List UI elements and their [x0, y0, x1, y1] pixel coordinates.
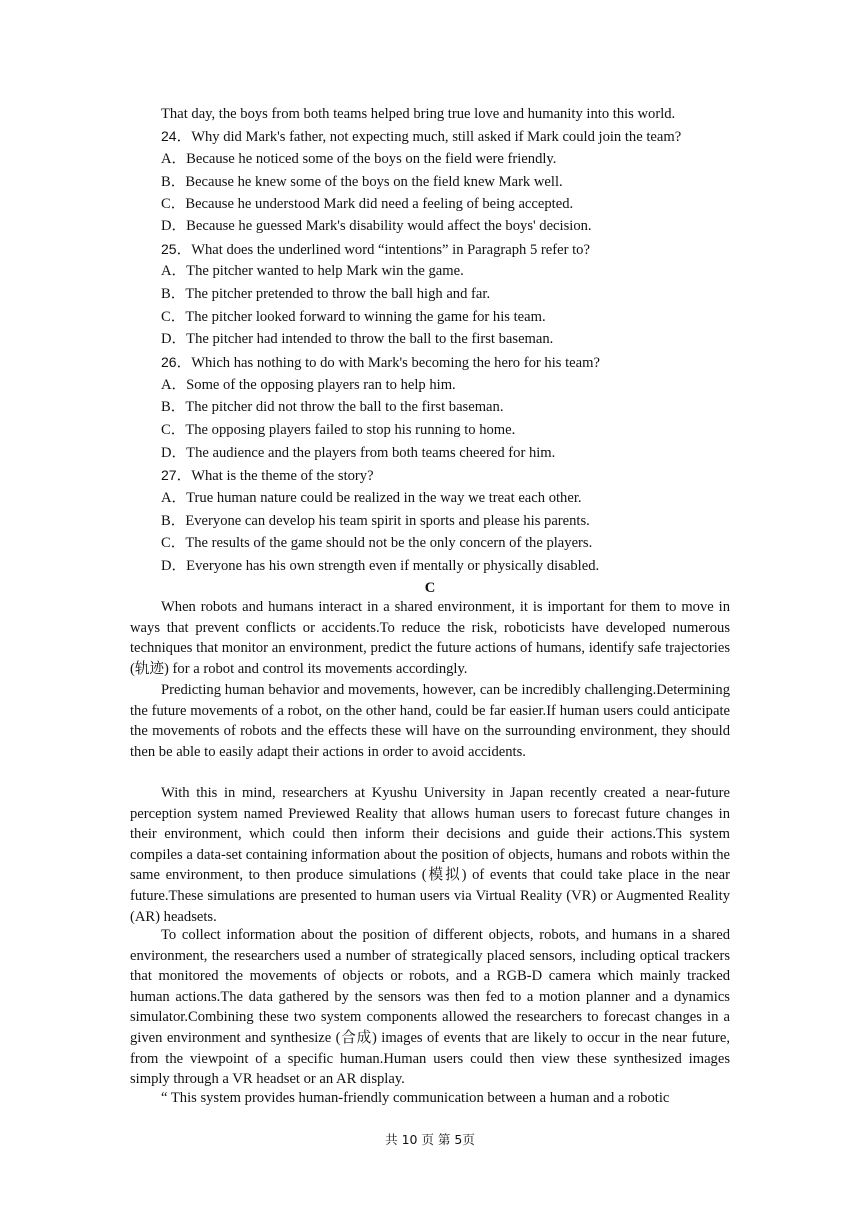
question-text: What is the theme of the story?: [191, 468, 374, 484]
passage-paragraph-2: [130, 680, 730, 762]
option-letter: D: [161, 331, 172, 347]
option-text: The pitcher wanted to help Mark win the game.: [186, 263, 464, 279]
option-text: The opposing players failed to stop his running to home.: [185, 422, 516, 438]
question-number: 26: [161, 354, 177, 370]
question-text: Why did Mark's father, not expecting much, still asked if Mark could join the team?: [191, 129, 682, 145]
option-24-d: D．Because he guessed Mark's disability would affect the boys' decision.: [161, 218, 592, 234]
option-letter: A: [161, 263, 172, 279]
option-letter: B: [161, 286, 171, 302]
option-text: Because he knew some of the boys on the field knew Mark well.: [185, 174, 563, 190]
option-27-a: A．True human nature could be realized in the way we treat each other.: [161, 490, 582, 506]
option-text: The pitcher looked forward to winning the game for his team.: [185, 309, 546, 325]
option-27-d: D．Everyone has his own strength even if mentally or physically disabled.: [161, 558, 600, 574]
option-25-d: D．The pitcher had intended to throw the ball to the first baseman.: [161, 331, 554, 347]
option-letter: D: [161, 218, 172, 234]
question-number: 27: [161, 467, 177, 483]
option-text: True human nature could be realized in the way we treat each other.: [186, 490, 582, 506]
option-text: Because he understood Mark did need a feeling of being accepted.: [185, 196, 574, 212]
option-27-c: C．The results of the game should not be the only concern of the players.: [161, 535, 593, 551]
paragraph-text: Predicting human behavior and movements, however, can be incredibly challenging.Determining the future movements of a robot, on the other hand, could be far easier.If human users could anticipate the movements of robots and the effects these will have on the surrounding environment, they should then be able to easily adapt their actions in order to avoid accidents.: [130, 682, 730, 760]
option-text: The pitcher did not throw the ball to the first baseman.: [185, 399, 504, 415]
question-25-stem: 25．What does the underlined word “intentions” in Paragraph 5 refer to?: [161, 241, 590, 258]
option-letter: A: [161, 490, 172, 506]
passage-paragraph-1: [130, 597, 730, 679]
option-25-b: B．The pitcher pretended to throw the ball high and far.: [161, 286, 491, 302]
option-26-d: D．The audience and the players from both teams cheered for him.: [161, 445, 556, 461]
paragraph-text: When robots and humans interact in a shared environment, it is important for them to move in ways that prevent conflicts or accidents.To reduce the risk, roboticists have developed numerous techniques that monitor an environment, predict the future actions of humans, identify safe trajectories (轨迹) for a robot and control its movements accordingly.: [130, 599, 730, 677]
passage-paragraph-5: [130, 1088, 730, 1109]
option-text: Some of the opposing players ran to help him.: [186, 377, 456, 393]
option-letter: C: [161, 422, 171, 438]
paragraph-text: With this in mind, researchers at Kyushu University in Japan recently created a near-future perception system named Previewed Reality that allows human users to forecast future changes in their environment, which could then inform their decisions and guide their actions.This system compiles a data-set containing information about the position of objects, humans and robots within the same environment, to then produce simulations (模拟) of events that could take place in the near future.These simulations are presented to human users via Virtual Reality (VR) or Augmented Reality (AR) headsets.: [130, 785, 730, 925]
page-footer: 共 10 页 第 5页: [385, 1132, 475, 1147]
question-text: Which has nothing to do with Mark's becoming the hero for his team?: [191, 355, 600, 371]
option-letter: B: [161, 174, 171, 190]
option-text: Everyone can develop his team spirit in sports and please his parents.: [185, 513, 590, 529]
option-text: The pitcher pretended to throw the ball high and far.: [185, 286, 491, 302]
question-24-stem: 24．Why did Mark's father, not expecting much, still asked if Mark could join the team?: [161, 128, 682, 145]
option-letter: A: [161, 151, 172, 167]
option-26-c: C．The opposing players failed to stop his running to home.: [161, 422, 516, 438]
passage-paragraph-3: [130, 783, 730, 927]
paragraph-text: To collect information about the position of different objects, robots, and humans in a shared environment, the researchers used a number of strategically placed sensors, including optical trackers that monitored the movements of objects or robots, and a RGB-D camera which mainly tracked human actions.The data gathered by the sensors was then fed to a motion planner and a dynamics simulator.Combining these two system components allowed the researchers to forecast changes in a given environment and synthesize (合成) images of events that are likely to occur in the near future, from the viewpoint of a specific human.Human users could then view these synthesized images simply through a VR headset or an AR display.: [130, 927, 730, 1088]
option-24-c: C．Because he understood Mark did need a feeling of being accepted.: [161, 196, 574, 212]
option-letter: B: [161, 399, 171, 415]
paragraph-text: “ This system provides human-friendly communication between a human and a robotic: [161, 1090, 670, 1106]
option-letter: C: [161, 535, 171, 551]
option-letter: D: [161, 445, 172, 461]
option-letter: A: [161, 377, 172, 393]
option-25-c: C．The pitcher looked forward to winning the game for his team.: [161, 309, 546, 325]
question-26-stem: 26．Which has nothing to do with Mark's becoming the hero for his team?: [161, 354, 600, 371]
option-letter: D: [161, 558, 172, 574]
question-27-stem: 27．What is the theme of the story?: [161, 467, 374, 484]
option-text: Because he noticed some of the boys on the field were friendly.: [186, 151, 557, 167]
option-26-b: B．The pitcher did not throw the ball to the first baseman.: [161, 399, 504, 415]
option-27-b: B．Everyone can develop his team spirit in sports and please his parents.: [161, 513, 590, 529]
option-letter: C: [161, 196, 171, 212]
question-text: What does the underlined word “intentions” in Paragraph 5 refer to?: [191, 242, 590, 258]
section-heading: C: [424, 580, 436, 596]
option-26-a: A．Some of the opposing players ran to help him.: [161, 377, 456, 393]
passage-paragraph-4: [130, 925, 730, 1090]
option-text: The pitcher had intended to throw the ball to the first baseman.: [186, 331, 554, 347]
option-text: Because he guessed Mark's disability would affect the boys' decision.: [186, 218, 592, 234]
option-24-b: B．Because he knew some of the boys on the field knew Mark well.: [161, 174, 563, 190]
question-number: 25: [161, 241, 177, 257]
option-25-a: A．The pitcher wanted to help Mark win the game.: [161, 263, 464, 279]
intro-line: That day, the boys from both teams helped bring true love and humanity into this world.: [161, 106, 676, 122]
option-text: The audience and the players from both teams cheered for him.: [186, 445, 556, 461]
option-letter: C: [161, 309, 171, 325]
option-letter: B: [161, 513, 171, 529]
option-text: Everyone has his own strength even if mentally or physically disabled.: [186, 558, 600, 574]
option-24-a: A．Because he noticed some of the boys on the field were friendly.: [161, 151, 557, 167]
question-number: 24: [161, 128, 177, 144]
option-text: The results of the game should not be the only concern of the players.: [185, 535, 593, 551]
